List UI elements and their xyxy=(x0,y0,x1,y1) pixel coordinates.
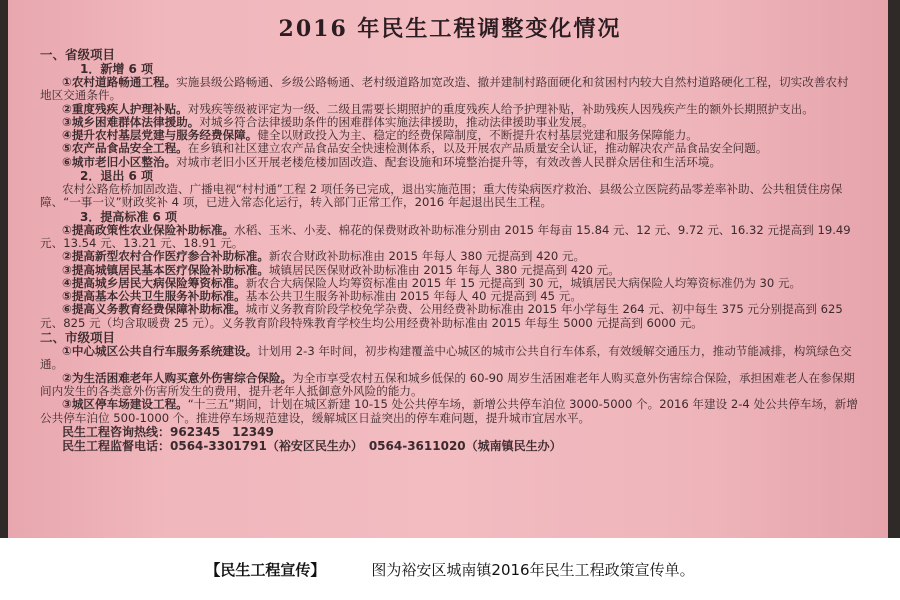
caption-tag: 【民生工程宣传】 xyxy=(205,560,326,579)
list-item: ②为生活困难老年人购买意外伤害综合保险。为全市享受农村五保和城乡低保的 60-90 周岁生活困难老年人购买意外伤害综合保险，承担困难老人在参保期间内发生的各类意外伤害所发生的费用，提升老年人抵御意外风险的能力。 xyxy=(40,370,855,398)
list-item: ⑥提高义务教育经费保障补助标准。城市义务教育阶段学校免学杂费、公用经费补助标准由 2015 年小学每生 264 元、初中每生 375 元分别提高到 625 元、825 元（均含取暖费 25 元）。义务教育阶段特殊教育学校生均公用经费补助标准由 2015 年每生 5000 元提高到 6000 元。 xyxy=(40,302,843,330)
new-items-heading: 1．新增 6 项 xyxy=(80,62,154,76)
list-item: ②重度残疾人护理补贴。对残疾等级被评定为一级、二级且需要长期照护的重度残疾人给予护理补贴，补助残疾人因残疾产生的额外长期照护支出。 xyxy=(62,101,814,116)
flyer-paper xyxy=(8,0,888,538)
exit-items-text: 农村公路危桥加固改造、广播电视“村村通”工程 2 项任务已完成，退出实施范围；重大传染病医疗救治、县级公立医院药品零差率补助、公共租赁住房保障、“一事一议”财政奖补 4 项，已进入常态化运行，转入部门正常工作，2016 年起退出民生工程。 xyxy=(40,182,843,210)
hotline-text: 民生工程咨询热线：962345 12349 xyxy=(62,424,274,439)
section-provincial-heading: 一、省级项目 xyxy=(40,47,116,62)
photo-caption xyxy=(0,538,900,600)
list-item: ③城区停车场建设工程。“十三五”期间，计划在城区新建 10-15 处公共停车场，新增公共停车泊位 3000-5000 个。2016 年建设 2-4 处公共停车场，新增公共停车泊位 500-1000 个。推进停车场规范建设，缓解城区日益突出的停车难问题，提升城市宜居水平。 xyxy=(40,397,858,425)
list-item: ①农村道路畅通工程。实施县级公路畅通、乡级公路畅通、老村级道路加宽改造、撤并建制村路面硬化和贫困村内较大自然村道路硬化工程，切实改善农村地区交通条件。 xyxy=(40,75,849,103)
list-item: ④提升农村基层党建与服务经费保障。健全以财政投入为主、稳定的经费保障制度，不断提升农村基层党建和服务保障能力。 xyxy=(62,128,698,143)
raise-items-heading: 3．提高标准 6 项 xyxy=(80,209,178,224)
section-municipal-heading: 二、市级项目 xyxy=(40,330,116,346)
caption-text: 图为裕安区城南镇2016年民生工程政策宣传单。 xyxy=(371,560,695,579)
list-item: ③城乡困难群体法律援助。对城乡符合法律援助条件的困难群体实施法律援助，推动法律援助事业发展。 xyxy=(62,114,594,129)
supervision-phone-text: 民生工程监督电话：0564-3301791（裕安区民生办） 0564-3611020（城南镇民生办） xyxy=(62,438,562,453)
list-item: ②提高新型农村合作医疗参合补助标准。新农合财政补助标准由 2015 年每人 380 元提高到 420 元。 xyxy=(62,249,586,264)
list-item: ④提高城乡居民大病保险筹资标准。新农合大病保险人均筹资标准由 2015 年 15 元提高到 30 元，城镇居民大病保险人均筹资标准仍为 30 元。 xyxy=(62,275,802,290)
list-item: ⑥城市老旧小区整治。对城市老旧小区开展老楼危楼加固改造、配套设施和环境整治提升等，有效改善人民群众居住和生活环境。 xyxy=(62,154,722,169)
exit-items-heading: 2．退出 6 项 xyxy=(80,169,154,184)
flyer-title: 2016 年民生工程调整变化情况 xyxy=(278,16,622,42)
list-item: ⑤农产品食品安全工程。在乡镇和社区建立农产品食品安全快速检测体系，以及开展农产品质量安全认证，推动解决农产品食品安全问题。 xyxy=(62,141,768,156)
list-item: ⑤提高基本公共卫生服务补助标准。基本公共卫生服务补助标准由 2015 年每人 40 元提高到 45 元。 xyxy=(62,289,582,304)
list-item: ①提高政策性农业保险补助标准。水稻、玉米、小麦、棉花的保费财政补助标准分别由 2015 年每亩 15.84 元、12 元、9.72 元、16.32 元提高到 19.49 元、13.54 元、13.21 元、18.91 元。 xyxy=(40,222,851,250)
list-item: ①中心城区公共自行车服务系统建设。计划用 2-3 年时间，初步构建覆盖中心城区的城市公共自行车体系，有效缓解交通压力，推动节能减排，构筑绿色交通。 xyxy=(40,344,852,372)
list-item: ③提高城镇居民基本医疗保险补助标准。城镇居民医保财政补助标准由 2015 年每人 380 元提高到 420 元。 xyxy=(62,262,620,277)
